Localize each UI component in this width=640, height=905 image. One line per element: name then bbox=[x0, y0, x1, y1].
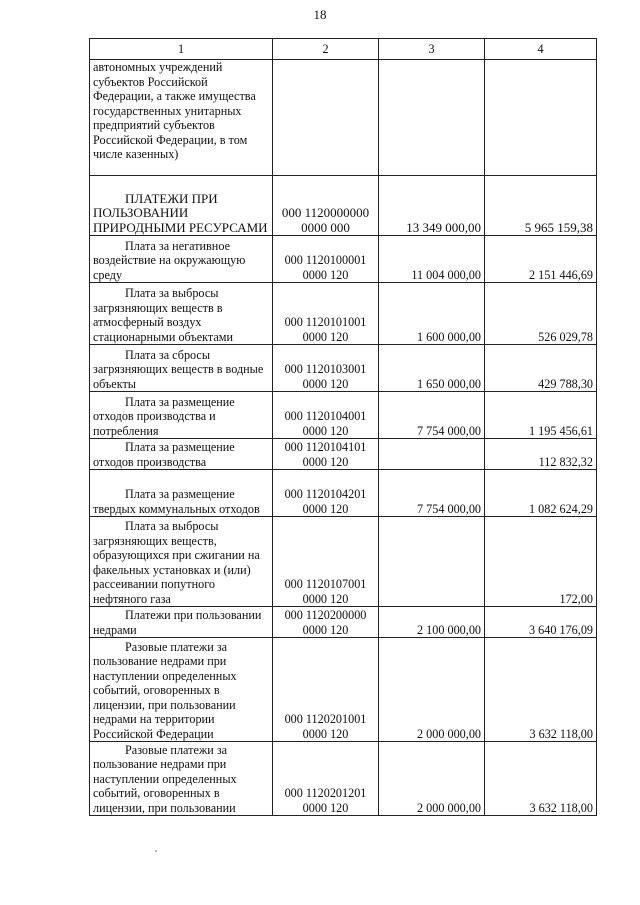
row-name: Разовые платежи за пользование недрами при наступлении определенных событий, оговоренных в лицензии, при пользовании недрами на территории Российской Федерации bbox=[90, 638, 273, 742]
row-plan: 2 000 000,00 bbox=[379, 638, 485, 742]
row-plan bbox=[379, 439, 485, 470]
column-header-2: 2 bbox=[273, 39, 379, 60]
table-row bbox=[90, 638, 597, 742]
row-name: автономных учреждений субъектов Российской Федерации, а также имущества государственных унитарных предприятий субъектов Российской Федерации, в том числе казенных) bbox=[90, 60, 273, 176]
row-name: Плата за размещение отходов производства и потребления bbox=[90, 392, 273, 439]
row-actual: 5 965 159,38 bbox=[485, 176, 597, 236]
row-plan bbox=[379, 517, 485, 607]
table-row bbox=[90, 392, 597, 439]
row-code: 000 1120104001 0000 120 bbox=[273, 392, 379, 439]
row-code: 000 1120200000 0000 120 bbox=[273, 607, 379, 638]
row-plan: 2 100 000,00 bbox=[379, 607, 485, 638]
row-plan: 7 754 000,00 bbox=[379, 392, 485, 439]
row-code: 000 1120000000 0000 000 bbox=[273, 176, 379, 236]
column-header-4: 4 bbox=[485, 39, 597, 60]
column-header-3: 3 bbox=[379, 39, 485, 60]
table-row bbox=[90, 345, 597, 392]
column-header-1: 1 bbox=[90, 39, 273, 60]
table-row bbox=[90, 283, 597, 345]
table-header-row bbox=[90, 39, 597, 60]
table-row bbox=[90, 439, 597, 470]
table-row bbox=[90, 176, 597, 236]
row-code: 000 1120104101 0000 120 bbox=[273, 439, 379, 470]
row-actual: 3 640 176,09 bbox=[485, 607, 597, 638]
row-actual: 526 029,78 bbox=[485, 283, 597, 345]
row-code: 000 1120103001 0000 120 bbox=[273, 345, 379, 392]
row-name: Плата за негативное воздействие на окружающую среду bbox=[90, 236, 273, 283]
table-row bbox=[90, 236, 597, 283]
row-actual: 3 632 118,00 bbox=[485, 742, 597, 816]
row-plan: 13 349 000,00 bbox=[379, 176, 485, 236]
page-number: 18 bbox=[313, 7, 327, 22]
row-actual: 112 832,32 bbox=[485, 439, 597, 470]
scan-speck bbox=[155, 850, 157, 852]
table-row bbox=[90, 470, 597, 517]
row-name: ПЛАТЕЖИ ПРИ ПОЛЬЗОВАНИИ ПРИРОДНЫМИ РЕСУРСАМИ bbox=[90, 176, 273, 236]
row-name: Разовые платежи за пользование недрами при наступлении определенных событий, оговоренных в лицензии, при пользовании bbox=[90, 742, 273, 816]
row-code: 000 1120201201 0000 120 bbox=[273, 742, 379, 816]
row-code bbox=[273, 60, 379, 176]
row-code: 000 1120201001 0000 120 bbox=[273, 638, 379, 742]
row-name: Плата за выбросы загрязняющих веществ, образующихся при сжигании на факельных установках и (или) рассеивании попутного нефтяного газа bbox=[90, 517, 273, 607]
row-name: Плата за размещение твердых коммунальных отходов bbox=[90, 470, 273, 517]
row-plan bbox=[379, 60, 485, 176]
row-actual: 2 151 446,69 bbox=[485, 236, 597, 283]
row-code: 000 1120101001 0000 120 bbox=[273, 283, 379, 345]
row-plan: 11 004 000,00 bbox=[379, 236, 485, 283]
table-row bbox=[90, 60, 597, 176]
row-name: Плата за размещение отходов производства bbox=[90, 439, 273, 470]
table-row bbox=[90, 742, 597, 816]
row-plan: 1 600 000,00 bbox=[379, 283, 485, 345]
row-name: Плата за сбросы загрязняющих веществ в водные объекты bbox=[90, 345, 273, 392]
revenue-table bbox=[89, 38, 597, 816]
table-row bbox=[90, 517, 597, 607]
row-plan: 1 650 000,00 bbox=[379, 345, 485, 392]
row-actual bbox=[485, 60, 597, 176]
row-actual: 172,00 bbox=[485, 517, 597, 607]
row-actual: 429 788,30 bbox=[485, 345, 597, 392]
row-code: 000 1120100001 0000 120 bbox=[273, 236, 379, 283]
row-code: 000 1120104201 0000 120 bbox=[273, 470, 379, 517]
row-plan: 7 754 000,00 bbox=[379, 470, 485, 517]
row-name: Плата за выбросы загрязняющих веществ в атмосферный воздух стационарными объектами bbox=[90, 283, 273, 345]
row-actual: 3 632 118,00 bbox=[485, 638, 597, 742]
table-row bbox=[90, 607, 597, 638]
row-plan: 2 000 000,00 bbox=[379, 742, 485, 816]
row-actual: 1 082 624,29 bbox=[485, 470, 597, 517]
row-actual: 1 195 456,61 bbox=[485, 392, 597, 439]
row-name: Платежи при пользовании недрами bbox=[90, 607, 273, 638]
row-code: 000 1120107001 0000 120 bbox=[273, 517, 379, 607]
